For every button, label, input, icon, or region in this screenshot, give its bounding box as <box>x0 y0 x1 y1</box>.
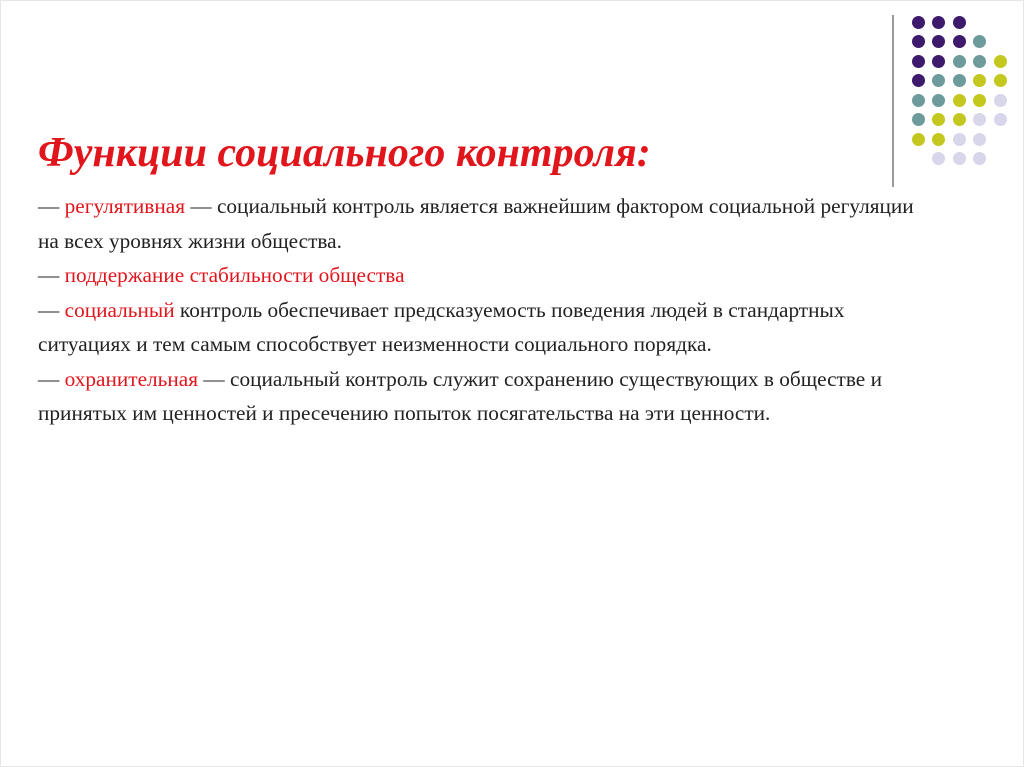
decorative-dot <box>953 16 966 29</box>
decorative-dot <box>953 94 966 107</box>
decorative-dot <box>912 94 925 107</box>
decorative-dot <box>932 16 945 29</box>
decorative-dot <box>953 152 966 165</box>
term-regulative: регулятивная <box>64 194 186 218</box>
decorative-dot <box>953 35 966 48</box>
slide-body <box>38 189 928 431</box>
decorative-dot <box>912 133 925 146</box>
decorative-dot <box>994 113 1007 126</box>
paragraph-text: — социальный контроль является важнейшим фактором социальной регуляции на всех уровнях жизни общества. <box>38 194 914 253</box>
dash: — <box>38 366 65 391</box>
vertical-divider <box>892 15 894 187</box>
decorative-dot <box>953 133 966 146</box>
term-social: социальный <box>64 297 175 322</box>
decorative-dot <box>994 55 1007 68</box>
decorative-dot <box>912 16 925 29</box>
decorative-dot <box>973 35 986 48</box>
paragraph-social <box>38 293 928 362</box>
decorative-dot <box>932 113 945 126</box>
decorative-dot <box>994 94 1007 107</box>
decorative-dot <box>912 55 925 68</box>
decorative-dot <box>973 152 986 165</box>
decorative-dot <box>953 55 966 68</box>
paragraph-protective <box>38 362 928 431</box>
dash: — <box>38 297 65 322</box>
decorative-dot <box>912 113 925 126</box>
decorative-dot <box>932 133 945 146</box>
decorative-dot <box>912 74 925 87</box>
decorative-dot <box>973 55 986 68</box>
decorative-dot <box>973 113 986 126</box>
decorative-dot <box>973 94 986 107</box>
decorative-dot <box>994 74 1007 87</box>
paragraph-stability <box>38 258 928 293</box>
term-stability: поддержание стабильности общества <box>64 263 405 287</box>
dash: — <box>38 263 65 287</box>
term-protective: охранительная <box>64 366 199 391</box>
decorative-dot <box>932 94 945 107</box>
decorative-dot <box>953 113 966 126</box>
decorative-dot <box>973 133 986 146</box>
decorative-dot <box>912 35 925 48</box>
decorative-dot <box>932 35 945 48</box>
decorative-dot <box>953 74 966 87</box>
paragraph-regulative <box>38 189 928 258</box>
paragraph-text: контроль обеспечивает предсказуемость поведения людей в стандартных ситуациях и тем самым способствует неизменности социального порядка. <box>38 297 845 356</box>
paragraph-text: — социальный контроль служит сохранению существующих в обществе и принятых им ценностей и пресечению попыток посягательства на эти ценности. <box>38 366 882 425</box>
decorative-dot <box>932 152 945 165</box>
decorative-dot <box>932 55 945 68</box>
dash: — <box>38 194 65 218</box>
decorative-dot <box>932 74 945 87</box>
decorative-dot <box>973 74 986 87</box>
slide-title: Функции социального контроля: <box>38 130 651 176</box>
